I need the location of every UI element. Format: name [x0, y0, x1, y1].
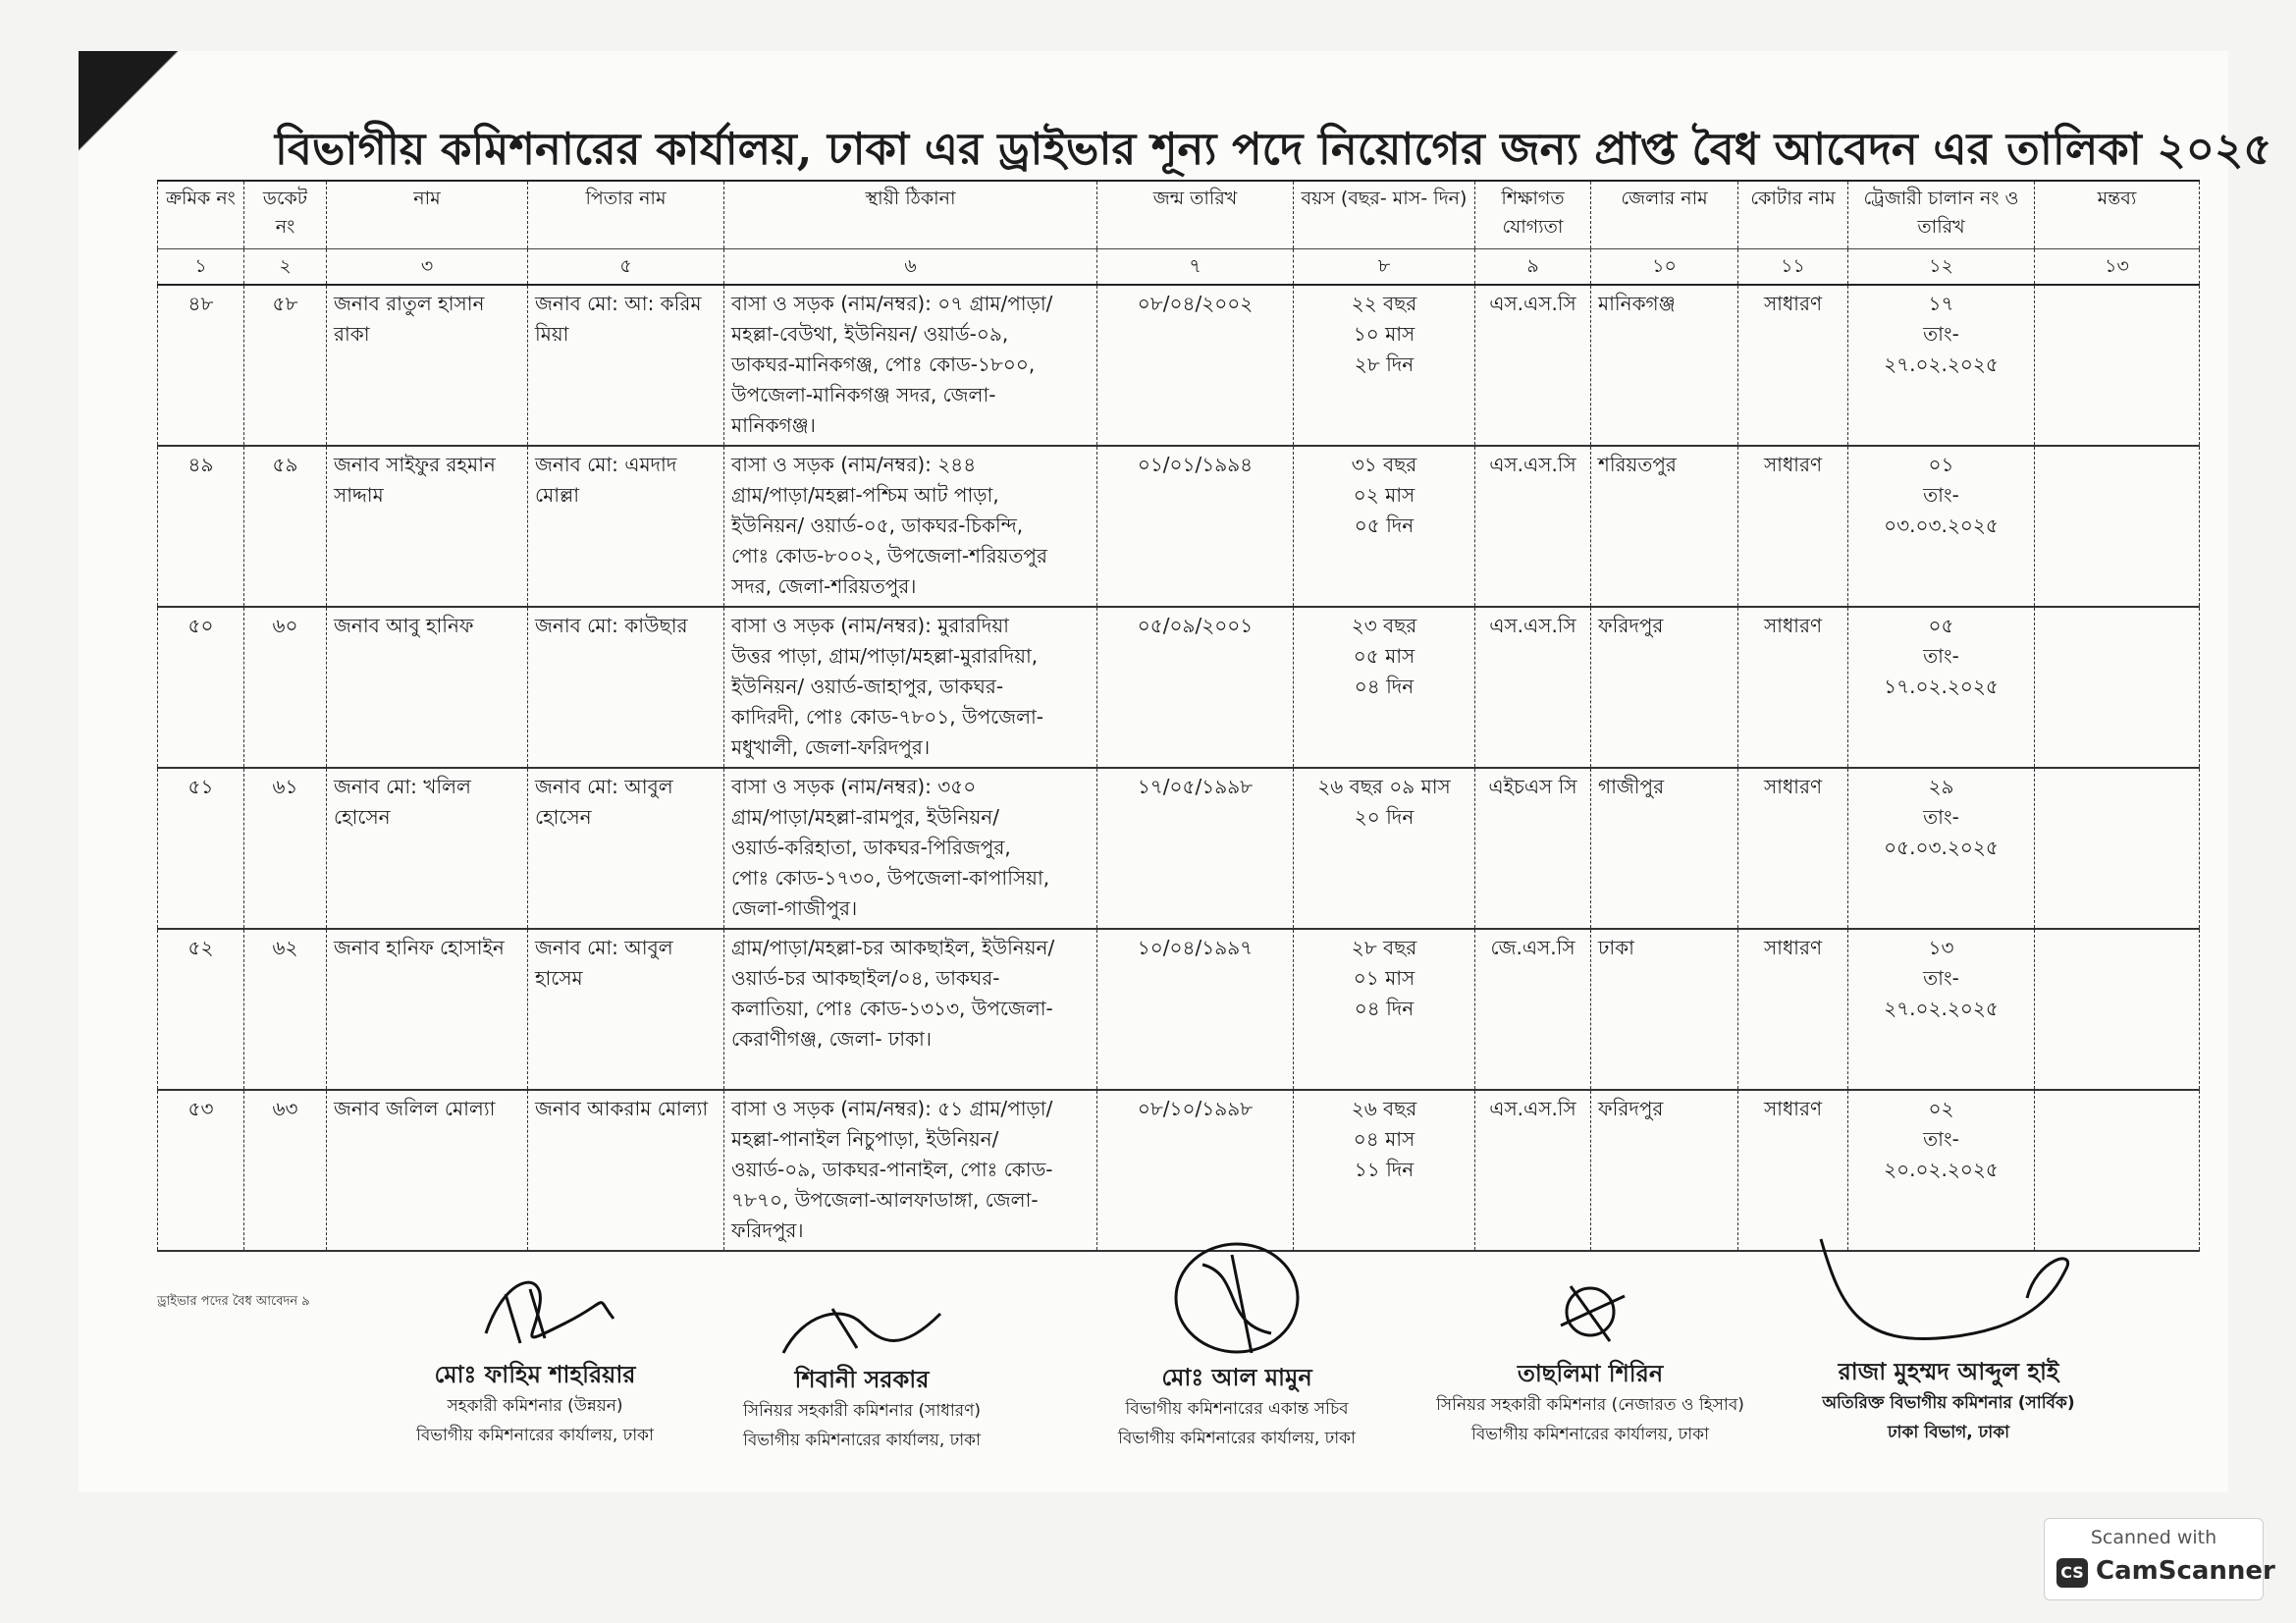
- column-header: কোটার নাম: [1738, 181, 1848, 249]
- table-row: [158, 929, 2200, 1090]
- cell-serial: ৫২: [158, 929, 244, 1090]
- cell-address-line: ডাকঘর-মানিকগঞ্জ, পোঃ কোড-১৮০০,: [731, 352, 1036, 376]
- cell-district: ফরিদপুর: [1591, 1090, 1738, 1251]
- cell-address: [724, 768, 1097, 929]
- cell-treasury: [1848, 1090, 2035, 1251]
- cell-address-line: উপজেলা-মানিকগঞ্জ সদর, জেলা-: [731, 383, 996, 406]
- cell-remark: [2035, 1090, 2200, 1251]
- cell-address-line: উত্তর পাড়া, গ্রাম/পাড়া/মহল্লা-মুরারদিয়া,: [731, 644, 1039, 668]
- signature-2-mark: [764, 1294, 960, 1363]
- cell-address-line: মহল্লা-পানাইল নিচুপাড়া, ইউনিয়ন/: [731, 1127, 999, 1151]
- table-header-row: [158, 181, 2200, 249]
- column-header: পিতার নাম: [528, 181, 724, 249]
- cell-remark: [2035, 285, 2200, 446]
- cell-treasury-line: ০৫.০৩.২০২৫: [1884, 836, 1999, 859]
- column-header: নাম: [327, 181, 528, 249]
- signatory-4-office: বিভাগীয় কমিশনারের কার্যালয়, ঢাকা: [1470, 1425, 1710, 1444]
- page-title: বিভাগীয় কমিশনারের কার্যালয়, ঢাকা এর ড্রাইভার শূন্য পদে নিয়োগের জন্য প্রাপ্ত বৈধ আবেদন এর তালিকা ২০২৫: [275, 123, 2272, 175]
- cell-district: গাজীপুর: [1591, 768, 1738, 929]
- cell-treasury-line: ১৭: [1928, 292, 1954, 315]
- cell-edu: এস.এস.সি: [1475, 607, 1591, 768]
- cell-docket: ৬০: [244, 607, 327, 768]
- cell-age-line: ২৬ বছর: [1351, 1097, 1417, 1120]
- cell-quota: সাধারণ: [1738, 446, 1848, 607]
- column-number: ১৩: [2035, 249, 2200, 286]
- cell-treasury-line: ২৭.০২.২০২৫: [1884, 352, 1999, 376]
- cell-address-line: ওয়ার্ড-০৯, ডাকঘর-পানাইল, পোঃ কোড-: [731, 1158, 1053, 1181]
- cell-address-line: জেলা-গাজীপুর।: [731, 896, 858, 920]
- column-number: ৯: [1475, 249, 1591, 286]
- cell-treasury-line: ২৭.০২.২০২৫: [1884, 997, 1999, 1020]
- cell-address-line: কলাতিয়া, পোঃ কোড-১৩১৩, উপজেলা-: [731, 997, 1053, 1020]
- cell-age: [1294, 768, 1475, 929]
- cell-treasury-line: ২৯: [1928, 775, 1954, 798]
- cell-age-line: ০৫ মাস: [1353, 644, 1415, 668]
- column-header: ক্রমিক নং: [158, 181, 244, 249]
- signatory-2-office: বিভাগীয় কমিশনারের কার্যালয়, ঢাকা: [742, 1431, 982, 1450]
- cell-district: মানিকগঞ্জ: [1591, 285, 1738, 446]
- cell-age-line: ১১ দিন: [1354, 1158, 1415, 1181]
- cell-district: ঢাকা: [1591, 929, 1738, 1090]
- cell-address-line: সদর, জেলা-শরিয়তপুর।: [731, 574, 917, 598]
- cell-age-line: ১০ মাস: [1353, 322, 1415, 346]
- cell-age-line: ২৮ দিন: [1354, 352, 1415, 376]
- cell-district: ফরিদপুর: [1591, 607, 1738, 768]
- cell-address-line: ওয়ার্ড-করিহাতা, ডাকঘর-পিরিজপুর,: [731, 836, 1011, 859]
- column-header: ডকেট নং: [244, 181, 327, 249]
- column-number: ২: [244, 249, 327, 286]
- signatory-2: [715, 1294, 1009, 1455]
- cell-address-line: গ্রাম/পাড়া/মহল্লা-পশ্চিম আট পাড়া,: [731, 483, 999, 507]
- cell-address-line: কাদিরদী, পোঃ কোড-৭৮০১, উপজেলা-: [731, 705, 1044, 729]
- camscanner-name: CamScanner: [2096, 1556, 2275, 1586]
- cell-quota: সাধারণ: [1738, 285, 1848, 446]
- cell-address-line: ৭৮৭০, উপজেলা-আলফাডাঙ্গা, জেলা-: [731, 1188, 1039, 1212]
- signature-3-mark: [1153, 1235, 1320, 1361]
- cell-treasury-line: তাং-: [1923, 644, 1959, 668]
- cell-dob: ১৭/০৫/১৯৯৮: [1097, 768, 1294, 929]
- cell-quota: সাধারণ: [1738, 1090, 1848, 1251]
- cell-age-line: ০৪ মাস: [1353, 1127, 1415, 1151]
- signatory-2-name: শিবানী সরকার: [794, 1366, 930, 1393]
- column-number: ৭: [1097, 249, 1294, 286]
- cell-edu: এস.এস.সি: [1475, 285, 1591, 446]
- cell-age-line: ০২ মাস: [1353, 483, 1415, 507]
- cell-serial: ৪৮: [158, 285, 244, 446]
- cell-dob: ০১/০১/১৯৯৪: [1097, 446, 1294, 607]
- column-number: ১০: [1591, 249, 1738, 286]
- cell-age-line: ০৫ দিন: [1354, 514, 1415, 537]
- cell-address-line: গ্রাম/পাড়া/মহল্লা-চর আকছাইল, ইউনিয়ন/: [731, 936, 1055, 959]
- cell-docket: ৫৯: [244, 446, 327, 607]
- cell-serial: ৫০: [158, 607, 244, 768]
- cell-address: [724, 607, 1097, 768]
- camscanner-logo-icon: CS: [2056, 1558, 2088, 1588]
- cell-address-line: বাসা ও সড়ক (নাম/নম্বর): মুরারদিয়া: [731, 614, 1009, 637]
- cell-treasury-line: তাং-: [1923, 1127, 1959, 1151]
- cell-treasury-line: তাং-: [1923, 805, 1959, 829]
- column-header: জেলার নাম: [1591, 181, 1738, 249]
- cell-treasury-line: ০২: [1928, 1097, 1954, 1120]
- cell-dob: ১০/০৪/১৯৯৭: [1097, 929, 1294, 1090]
- table-row: [158, 285, 2200, 446]
- cell-quota: সাধারণ: [1738, 929, 1848, 1090]
- cell-address: [724, 929, 1097, 1090]
- signatory-4: [1423, 1267, 1757, 1449]
- cell-treasury-line: তাং-: [1923, 966, 1959, 990]
- column-number: ১: [158, 249, 244, 286]
- cell-age: [1294, 607, 1475, 768]
- cell-edu: এইচএস সি: [1475, 768, 1591, 929]
- cell-name: জনাব সাইফুর রহমান সাদ্দাম: [327, 446, 528, 607]
- cell-address-line: পোঃ কোড-১৭৩০, উপজেলা-কাপাসিয়া,: [731, 866, 1050, 890]
- cell-treasury: [1848, 446, 2035, 607]
- cell-edu: এস.এস.সি: [1475, 1090, 1591, 1251]
- cell-treasury-line: ১৭.০২.২০২৫: [1884, 675, 1999, 698]
- cell-dob: ০৮/০৪/২০০২: [1097, 285, 1294, 446]
- cell-name: জনাব রাতুল হাসান রাকা: [327, 285, 528, 446]
- cell-address-line: পোঃ কোড-৮০০২, উপজেলা-শরিয়তপুর: [731, 544, 1047, 568]
- cell-docket: ৫৮: [244, 285, 327, 446]
- signatory-4-designation: সিনিয়র সহকারী কমিশনার (নেজারত ও হিসাব): [1436, 1395, 1744, 1415]
- footer-note: ড্রাইভার পদের বৈধ আবেদন ৯: [157, 1294, 310, 1309]
- cell-age-line: ২৩ বছর: [1351, 614, 1417, 637]
- column-number: ৩: [327, 249, 528, 286]
- table-body: [158, 285, 2200, 1251]
- cell-quota: সাধারণ: [1738, 607, 1848, 768]
- cell-age: [1294, 929, 1475, 1090]
- cell-father: জনাব মো: আবুল হোসেন: [528, 768, 724, 929]
- table-row: [158, 446, 2200, 607]
- column-number: ১২: [1848, 249, 2035, 286]
- cell-treasury-line: ২০.০২.২০২৫: [1884, 1158, 1999, 1181]
- cell-father: জনাব মো: কাউছার: [528, 607, 724, 768]
- cell-treasury: [1848, 285, 2035, 446]
- cell-address-line: বাসা ও সড়ক (নাম/নম্বর): ৩৫০: [731, 775, 977, 798]
- cell-treasury: [1848, 607, 2035, 768]
- cell-address-line: ফরিদপুর।: [731, 1218, 804, 1242]
- signatory-1-office: বিভাগীয় কমিশনারের কার্যালয়, ঢাকা: [415, 1426, 655, 1445]
- cell-age-line: ২২ বছর: [1351, 292, 1417, 315]
- table-row: [158, 768, 2200, 929]
- cell-father: জনাব মো: আবুল হাসেম: [528, 929, 724, 1090]
- camscanner-caption: Scanned with: [2090, 1527, 2217, 1548]
- cell-address-line: ইউনিয়ন/ ওয়ার্ড-জাহাপুর, ডাকঘর-: [731, 675, 1004, 698]
- signatory-2-designation: সিনিয়র সহকারী কমিশনার (সাধারণ): [742, 1401, 982, 1421]
- signatory-1: [388, 1265, 682, 1450]
- cell-age-line: ০১ মাস: [1353, 966, 1415, 990]
- cell-age-line: ৩১ বছর: [1351, 453, 1417, 476]
- cell-treasury-line: তাং-: [1923, 483, 1959, 507]
- cell-age-line: ২৮ বছর: [1351, 936, 1417, 959]
- column-header: জন্ম তারিখ: [1097, 181, 1294, 249]
- cell-address-line: বাসা ও সড়ক (নাম/নম্বর): ০৭ গ্রাম/পাড়া/: [731, 292, 1053, 315]
- scan-corner-shadow: [79, 51, 196, 179]
- table-row: [158, 1090, 2200, 1251]
- cell-treasury-line: ০৩.০৩.২০২৫: [1884, 514, 1999, 537]
- cell-serial: ৪৯: [158, 446, 244, 607]
- cell-name: জনাব জলিল মোল্যা: [327, 1090, 528, 1251]
- cell-address-line: বাসা ও সড়ক (নাম/নম্বর): ২৪৪: [731, 453, 977, 476]
- signatory-1-designation: সহকারী কমিশনার (উন্নয়ন): [447, 1396, 623, 1416]
- signatory-3-office: বিভাগীয় কমিশনারের কার্যালয়, ঢাকা: [1117, 1429, 1357, 1448]
- cell-age: [1294, 285, 1475, 446]
- cell-treasury-line: ১৩: [1928, 936, 1954, 959]
- cell-remark: [2035, 446, 2200, 607]
- cell-address-line: ইউনিয়ন/ ওয়ার্ড-০৫, ডাকঘর-চিকন্দি,: [731, 514, 1024, 537]
- cell-address-line: বাসা ও সড়ক (নাম/নম্বর): ৫১ গ্রাম/পাড়া/: [731, 1097, 1053, 1120]
- cell-address-line: মহল্লা-বেউথা, ইউনিয়ন/ ওয়ার্ড-০৯,: [731, 322, 1009, 346]
- table-row: [158, 607, 2200, 768]
- cell-treasury-line: ০৫: [1928, 614, 1954, 637]
- cell-age-line: ০৪ দিন: [1354, 675, 1415, 698]
- cell-dob: ০৫/০৯/২০০১: [1097, 607, 1294, 768]
- column-header: ট্রেজারী চালান নং ও তারিখ: [1848, 181, 2035, 249]
- signature-4-mark: [1531, 1267, 1649, 1357]
- signatory-4-name: তাছলিমা শিরিন: [1517, 1360, 1664, 1387]
- cell-treasury-line: ০১: [1928, 453, 1954, 476]
- cell-docket: ৬২: [244, 929, 327, 1090]
- cell-name: জনাব মো: খলিল হোসেন: [327, 768, 528, 929]
- cell-age-line: ০৪ দিন: [1354, 997, 1415, 1020]
- cell-address-line: মধুখালী, জেলা-ফরিদপুর।: [731, 735, 931, 759]
- column-number: ৫: [528, 249, 724, 286]
- cell-docket: ৬১: [244, 768, 327, 929]
- signature-1-mark: [447, 1265, 623, 1358]
- cell-father: জনাব মো: এমদাদ মোল্লা: [528, 446, 724, 607]
- table-column-number-row: [158, 249, 2200, 286]
- cell-age-line: ২৬ বছর ০৯ মাস: [1317, 775, 1451, 798]
- cell-dob: ০৮/১০/১৯৯৮: [1097, 1090, 1294, 1251]
- signatory-3-designation: বিভাগীয় কমিশনারের একান্ত সচিব: [1125, 1399, 1349, 1419]
- signatory-5: [1787, 1229, 2110, 1447]
- cell-remark: [2035, 768, 2200, 929]
- cell-treasury: [1848, 929, 2035, 1090]
- signatory-5-name: রাজা মুহম্মদ আব্দুল হাই: [1838, 1358, 2059, 1385]
- signatory-5-office: ঢাকা বিভাগ, ঢাকা: [1887, 1423, 2010, 1442]
- camscanner-badge: [2044, 1518, 2275, 1600]
- column-number: ১১: [1738, 249, 1848, 286]
- cell-serial: ৫১: [158, 768, 244, 929]
- column-header: শিক্ষাগত যোগ্যতা: [1475, 181, 1591, 249]
- cell-treasury: [1848, 768, 2035, 929]
- cell-address-line: মানিকগঞ্জ।: [731, 413, 816, 437]
- column-number: ৮: [1294, 249, 1475, 286]
- signatory-5-designation: অতিরিক্ত বিভাগীয় কমিশনার (সার্বিক): [1822, 1393, 2075, 1413]
- cell-quota: সাধারণ: [1738, 768, 1848, 929]
- cell-treasury-line: তাং-: [1923, 322, 1959, 346]
- column-header: বয়স (বছর- মাস- দিন): [1294, 181, 1475, 249]
- column-header: মন্তব্য: [2035, 181, 2200, 249]
- cell-address-line: কেরাণীগঞ্জ, জেলা- ঢাকা।: [731, 1027, 932, 1051]
- signatory-1-name: মোঃ ফাহিম শাহরিয়ার: [434, 1361, 636, 1388]
- signatory-3-name: মোঃ আল মামুন: [1161, 1364, 1312, 1391]
- cell-address: [724, 1090, 1097, 1251]
- cell-address: [724, 285, 1097, 446]
- cell-address-line: ওয়ার্ড-চর আকছাইল/০৪, ডাকঘর-: [731, 966, 1000, 990]
- cell-district: শরিয়তপুর: [1591, 446, 1738, 607]
- cell-docket: ৬৩: [244, 1090, 327, 1251]
- cell-father: জনাব মো: আ: করিম মিয়া: [528, 285, 724, 446]
- cell-name: জনাব আবু হানিফ: [327, 607, 528, 768]
- cell-edu: জে.এস.সি: [1475, 929, 1591, 1090]
- cell-age-line: ২০ দিন: [1354, 805, 1415, 829]
- signature-5-mark: [1811, 1229, 2086, 1355]
- cell-serial: ৫৩: [158, 1090, 244, 1251]
- cell-age: [1294, 1090, 1475, 1251]
- cell-name: জনাব হানিফ হোসাইন: [327, 929, 528, 1090]
- cell-edu: এস.এস.সি: [1475, 446, 1591, 607]
- cell-age: [1294, 446, 1475, 607]
- cell-remark: [2035, 607, 2200, 768]
- cell-father: জনাব আকরাম মোল্যা: [528, 1090, 724, 1251]
- signatory-3: [1090, 1235, 1384, 1453]
- column-header: স্থায়ী ঠিকানা: [724, 181, 1097, 249]
- cell-remark: [2035, 929, 2200, 1090]
- applicant-table: [157, 180, 2200, 1252]
- cell-address-line: গ্রাম/পাড়া/মহল্লা-রামপুর, ইউনিয়ন/: [731, 805, 999, 829]
- cell-address: [724, 446, 1097, 607]
- column-number: ৬: [724, 249, 1097, 286]
